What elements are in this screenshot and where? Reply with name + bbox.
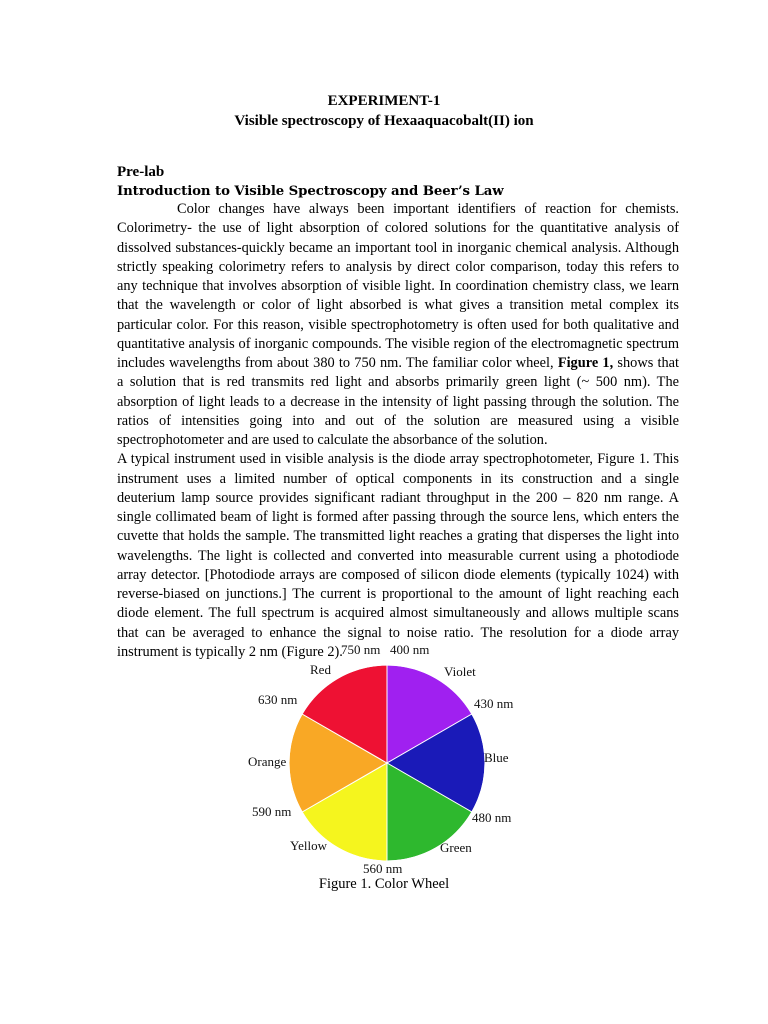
label-green: Green bbox=[440, 840, 472, 855]
label-560nm: 560 nm bbox=[363, 861, 403, 876]
label-590nm: 590 nm bbox=[252, 804, 292, 819]
figure-1-reference: Figure 1, bbox=[557, 355, 614, 371]
paragraph-1 bbox=[117, 200, 679, 450]
label-630nm: 630 nm bbox=[258, 692, 298, 707]
experiment-subtitle: Visible spectroscopy of Hexaaquacobalt(II) ion bbox=[234, 113, 534, 129]
paragraph-1-part-b: shows that a solution that is red transmits red light and absorbs primarily green light (~ 500 nm). The absorption of light leads to a decrease in the intensity of light passing through the solution. The ratios of intensities going into and out of the solution are measured using a visible spectrophotometer and are used to calculate the absorbance of the solution. bbox=[117, 355, 680, 448]
body-text bbox=[117, 200, 679, 662]
label-yellow: Yellow bbox=[290, 838, 327, 853]
paragraph-1-part-a: Color changes have always been important identifiers of reaction for chemists. Colorimetry- the use of light absorption of colored solutions for the quantitative analysis of dissolved substances-quickly became an important tool in inorganic chemical analysis. Although strictly speaking colorimetry refers to analysis by direct color comparison, today this refers to any technique that involves absorption of visible light. In coordination chemistry class, we learn that the wavelength or color of light absorbed is what gives a transition metal complex its particular color. For this reason, visible spectrophotometry is often used for both qualitative and quantitative analysis of inorganic compounds. The visible region of the electromagnetic spectrum includes wavelengths from about 380 to 750 nm. The familiar color wheel, bbox=[117, 201, 679, 371]
prelab-heading: Pre-lab bbox=[117, 164, 165, 180]
color-wheel bbox=[230, 638, 530, 878]
label-750nm: 750 nm bbox=[341, 642, 381, 657]
label-orange: Orange bbox=[248, 754, 287, 769]
label-blue: Blue bbox=[484, 750, 509, 765]
label-red: Red bbox=[310, 662, 331, 677]
color-wheel-figure bbox=[230, 638, 530, 878]
experiment-title: EXPERIMENT-1 bbox=[327, 93, 441, 109]
label-430nm: 430 nm bbox=[474, 696, 514, 711]
label-400nm: 400 nm bbox=[390, 642, 430, 657]
paragraph-2: A typical instrument used in visible analysis is the diode array spectrophotometer, Figure 1. This instrument uses a limited number of optical components in its construction and a single deuterium lamp source provides significant radiant throughput in the 200 – 820 nm range. A single collimated beam of light is formed after passing through the source lens, which enters the cuvette that holds the sample. The transmitted light reaches a grating that disperses the light into wavelengths. The light is collected and converted into measurable current using a photodiode array detector. [Photodiode arrays are composed of silicon diode elements (typically 1024) with reverse-biased on junctions.] The current is proportional to the amount of light reaching each diode element. The full spectrum is acquired almost simultaneously and allows multiple scans that can be averaged to enhance the signal to noise ratio. The resolution for a diode array instrument is typically 2 nm (Figure 2). bbox=[117, 451, 679, 660]
label-violet: Violet bbox=[444, 664, 476, 679]
figure-caption: Figure 1. Color Wheel bbox=[318, 876, 450, 892]
intro-heading: Introduction to Visible Spectroscopy and Beer’s Law bbox=[117, 184, 504, 199]
label-480nm: 480 nm bbox=[472, 810, 512, 825]
